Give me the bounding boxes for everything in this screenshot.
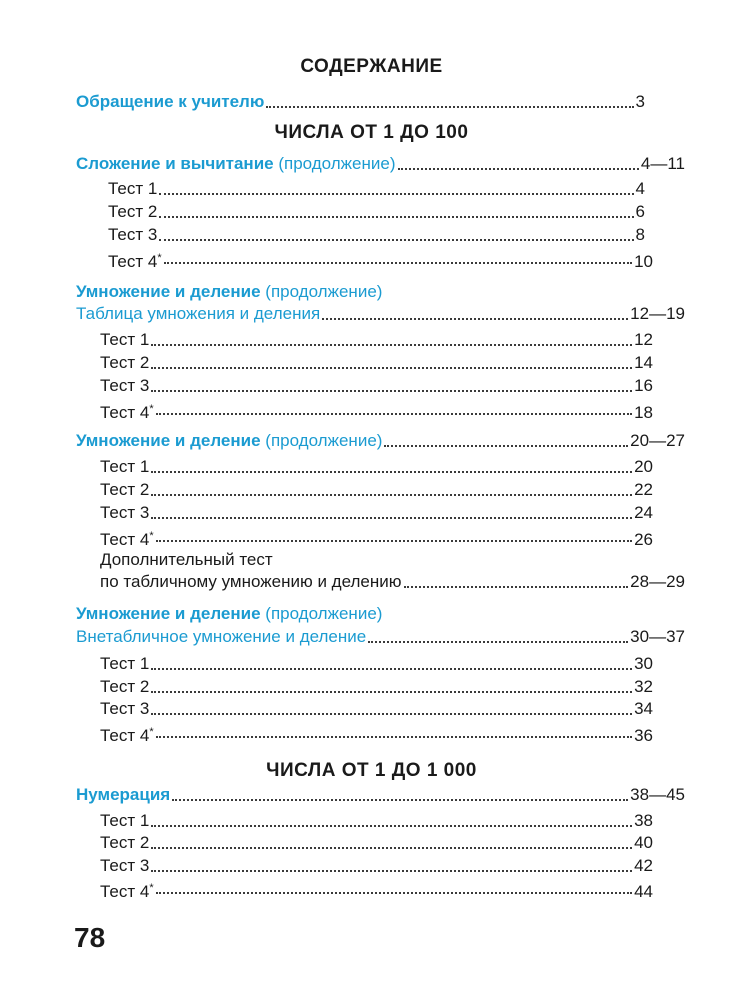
- leader-dots: [156, 878, 632, 894]
- heading-label: Умножение и деление: [76, 604, 261, 623]
- entry-label: Тест 4: [100, 726, 150, 745]
- entry-page: 4: [635, 179, 645, 198]
- entry-label: Умножение и деление: [76, 431, 261, 450]
- entry-label: Тест 2: [100, 677, 150, 696]
- entry-page: 36: [634, 726, 653, 745]
- toc-entry-test[interactable]: [100, 376, 653, 396]
- entry-label: Тест 4: [100, 882, 150, 901]
- leader-dots: [266, 92, 633, 108]
- toc-entry-extra-test[interactable]: [100, 572, 685, 592]
- leader-dots: [159, 202, 633, 218]
- toc-entry-test[interactable]: [108, 202, 645, 222]
- toc-entry-test[interactable]: [108, 248, 653, 272]
- entry-label: Тест 3: [100, 856, 150, 875]
- extra-test-line1: Дополнительный тест: [100, 550, 273, 569]
- leader-dots: [398, 154, 639, 170]
- entry-label: Тест 3: [100, 503, 150, 522]
- entry-label: Тест 4: [100, 403, 150, 422]
- entry-page: 34: [634, 699, 653, 718]
- section-heading-1-1000: ЧИСЛА ОТ 1 ДО 1 000: [266, 760, 477, 781]
- entry-label: Тест 1: [100, 330, 150, 349]
- entry-label: Тест 1: [100, 457, 150, 476]
- leader-dots: [151, 699, 632, 715]
- entry-page: 12: [634, 330, 653, 349]
- toc-entry-test[interactable]: [100, 526, 653, 550]
- entry-label: Тест 4: [100, 530, 150, 549]
- entry-page: 4—11: [640, 154, 685, 173]
- toc-entry-multiplication-2[interactable]: [76, 431, 685, 451]
- toc-heading-multiplication-3: [76, 604, 382, 624]
- leader-dots: [384, 431, 628, 447]
- entry-page: 18: [634, 403, 653, 422]
- leader-dots: [151, 330, 632, 346]
- toc-entry-numeration[interactable]: [76, 785, 685, 805]
- entry-page: 14: [634, 353, 653, 372]
- asterisk: *: [149, 403, 154, 415]
- entry-page: 42: [634, 856, 653, 875]
- entry-page: 6: [635, 202, 645, 221]
- entry-page: 24: [634, 503, 653, 522]
- entry-label: Тест 3: [100, 376, 150, 395]
- leader-dots: [151, 503, 632, 519]
- leader-dots: [164, 248, 632, 264]
- toc-entry-test[interactable]: [100, 811, 653, 831]
- entry-page: 8: [635, 225, 645, 244]
- entry-label: Тест 4: [108, 252, 158, 271]
- entry-page: 3: [635, 92, 645, 111]
- entry-note: (продолжение): [278, 154, 396, 173]
- asterisk: *: [149, 530, 154, 542]
- leader-dots: [151, 811, 632, 827]
- leader-dots: [151, 856, 632, 872]
- toc-entry-test[interactable]: [100, 699, 653, 719]
- toc-entry-test[interactable]: [100, 677, 653, 697]
- asterisk: *: [149, 726, 154, 738]
- toc-entry-intro[interactable]: [76, 92, 645, 112]
- entry-label: Тест 2: [108, 202, 158, 221]
- leader-dots: [151, 353, 632, 369]
- toc-entry-test[interactable]: [100, 353, 653, 373]
- leader-dots: [151, 457, 632, 473]
- heading-note: (продолжение): [265, 282, 383, 301]
- toc-entry-test[interactable]: [100, 480, 653, 500]
- leader-dots: [159, 179, 633, 195]
- entry-page: 38—45: [630, 785, 685, 804]
- entry-page: 44: [634, 882, 653, 901]
- heading-label: Умножение и деление: [76, 282, 261, 301]
- leader-dots: [156, 399, 632, 415]
- leader-dots: [159, 225, 633, 241]
- entry-label: Тест 2: [100, 353, 150, 372]
- leader-dots: [151, 376, 632, 392]
- entry-label: Тест 1: [100, 654, 150, 673]
- toc-entry-test[interactable]: [100, 399, 653, 423]
- entry-label: Внетабличное умножение и деление: [76, 627, 367, 646]
- toc-entry-nontable-multiplication[interactable]: [76, 627, 685, 647]
- entry-page: 28—29: [630, 572, 685, 591]
- toc-entry-test[interactable]: [100, 654, 653, 674]
- entry-page: 30: [634, 654, 653, 673]
- section-heading-1-100: ЧИСЛА ОТ 1 ДО 100: [274, 122, 469, 143]
- toc-entry-multiplication-table[interactable]: [76, 304, 685, 324]
- asterisk: *: [149, 882, 154, 894]
- entry-label: Тест 2: [100, 480, 150, 499]
- entry-page: 38: [634, 811, 653, 830]
- asterisk: *: [157, 252, 162, 264]
- entry-page: 20: [634, 457, 653, 476]
- entry-page: 26: [634, 530, 653, 549]
- entry-page: 12—19: [630, 304, 685, 323]
- entry-page: 16: [634, 376, 653, 395]
- toc-entry-test[interactable]: [108, 225, 645, 245]
- toc-entry-test[interactable]: [100, 878, 653, 902]
- entry-note: (продолжение): [265, 431, 383, 450]
- entry-label: Тест 1: [100, 811, 150, 830]
- leader-dots: [368, 627, 628, 643]
- entry-label: Обращение к учителю: [76, 92, 265, 111]
- entry-page: 30—37: [630, 627, 685, 646]
- entry-label: Тест 3: [100, 699, 150, 718]
- entry-label: Сложение и вычитание: [76, 154, 274, 173]
- leader-dots: [151, 833, 632, 849]
- leader-dots: [151, 480, 632, 496]
- toc-entry-addition-subtraction[interactable]: [76, 154, 685, 174]
- entry-label: Тест 1: [108, 179, 158, 198]
- entry-label: Тест 3: [108, 225, 158, 244]
- toc-entry-test[interactable]: [100, 833, 653, 853]
- toc-entry-test[interactable]: [100, 722, 653, 746]
- entry-label: Таблица умножения и деления: [76, 304, 321, 323]
- entry-page: 22: [634, 480, 653, 499]
- entry-label: Тест 2: [100, 833, 150, 852]
- entry-label: по табличному умножению и делению: [100, 572, 402, 591]
- page-title: СОДЕРЖАНИЕ: [300, 56, 443, 77]
- entry-page: 20—27: [630, 431, 685, 450]
- entry-page: 32: [634, 677, 653, 696]
- page-number: 78: [74, 922, 106, 953]
- toc-entry-test[interactable]: [100, 503, 653, 523]
- entry-page: 40: [634, 833, 653, 852]
- toc-entry-test[interactable]: [100, 856, 653, 876]
- leader-dots: [404, 572, 629, 588]
- entry-page: 10: [634, 252, 653, 271]
- toc-entry-test[interactable]: [100, 457, 653, 477]
- heading-note: (продолжение): [265, 604, 383, 623]
- leader-dots: [151, 677, 632, 693]
- leader-dots: [172, 785, 628, 801]
- toc-entry-test[interactable]: [100, 330, 653, 350]
- toc-heading-multiplication-1: [76, 282, 382, 302]
- entry-label: Нумерация: [76, 785, 171, 804]
- toc-entry-test[interactable]: [108, 179, 645, 199]
- leader-dots: [151, 654, 632, 670]
- leader-dots: [322, 304, 628, 320]
- leader-dots: [156, 722, 632, 738]
- leader-dots: [156, 526, 632, 542]
